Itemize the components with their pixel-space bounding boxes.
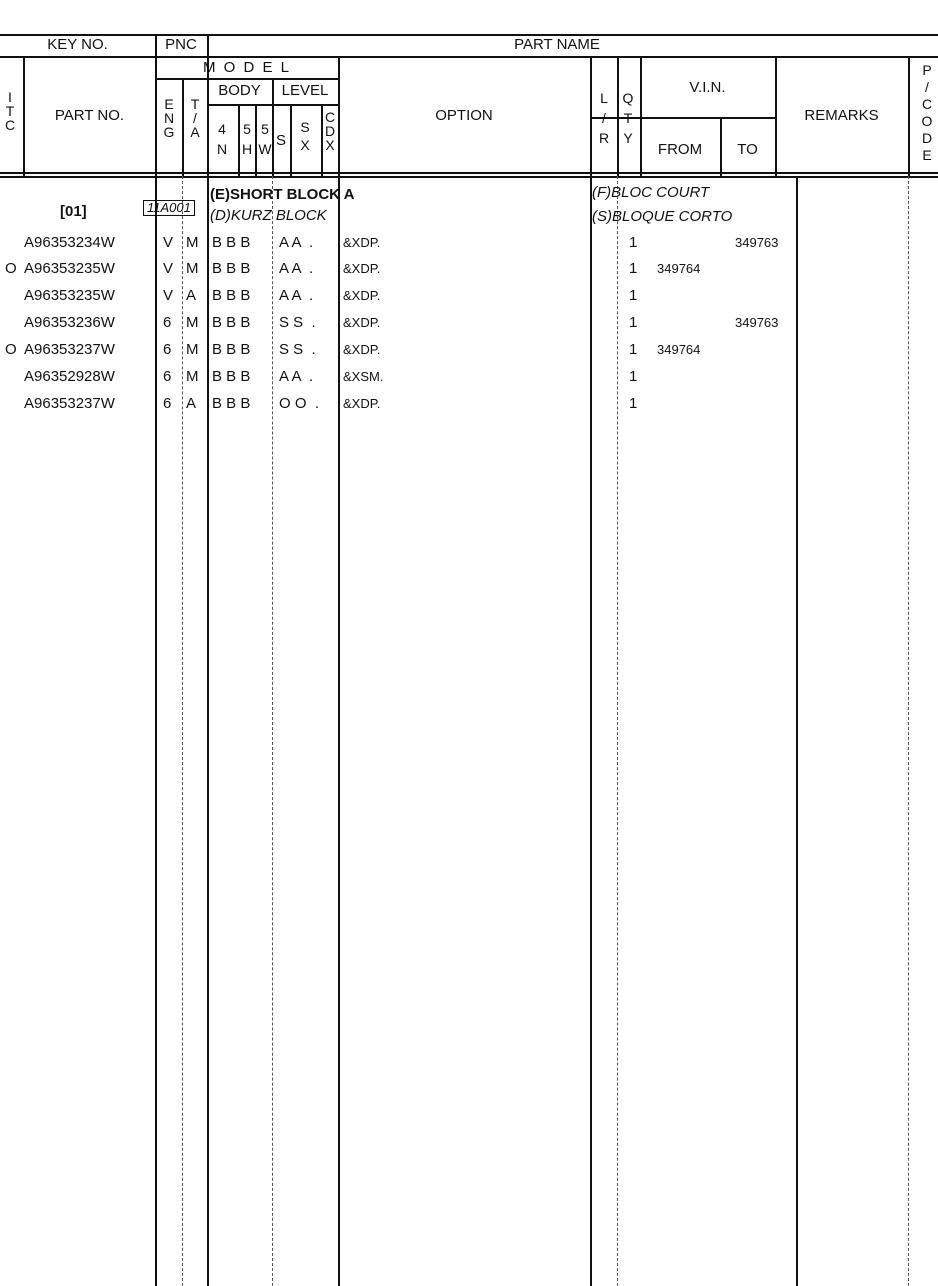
vin-to: 349763: [735, 315, 779, 330]
body-5h-header: 5 H: [241, 121, 253, 157]
option-code: &XSM.: [343, 369, 384, 384]
lr-header: L / R: [598, 90, 610, 146]
part-no: A96352928W: [24, 368, 115, 385]
body-codes: B B B: [212, 287, 251, 304]
ta-code: M: [186, 368, 199, 385]
table-row: [0, 368, 938, 390]
option-code: &XDP.: [343, 261, 381, 276]
ta-code: A: [186, 287, 197, 304]
ta-code: M: [186, 260, 199, 277]
qty-value: 1: [629, 234, 638, 251]
vin-from-header: FROM: [657, 141, 703, 158]
eng-header: E N G: [163, 96, 175, 140]
body-4n-header: 4 N: [216, 121, 228, 157]
ta-code: M: [186, 314, 199, 331]
body-5w-header: 5 W: [258, 121, 272, 157]
level-codes: S S .: [279, 341, 316, 358]
vin-to: 349763: [735, 235, 779, 250]
eng-code: 6: [163, 341, 172, 358]
vin-from: 349764: [657, 261, 701, 276]
pcode-header: P / C O D E: [921, 62, 933, 163]
body-codes: B B B: [212, 234, 251, 251]
group-name-e: (E)SHORT BLOCK A: [210, 186, 355, 203]
option-code: &XDP.: [343, 235, 381, 250]
group-name-d: (D)KURZ BLOCK: [210, 207, 327, 224]
table-row: [0, 314, 938, 336]
qty-value: 1: [629, 287, 638, 304]
level-codes: A A .: [279, 260, 314, 277]
level-sx-header: S X: [300, 119, 310, 153]
body-codes: B B B: [212, 314, 251, 331]
itc-marker: O: [5, 260, 17, 277]
vin-from: 349764: [657, 342, 701, 357]
option-header: OPTION: [435, 107, 493, 124]
vin-to-header: TO: [737, 141, 758, 158]
qty-value: 1: [629, 368, 638, 385]
eng-code: 6: [163, 395, 172, 412]
table-row: [0, 287, 938, 309]
part-no: A96353235W: [24, 260, 115, 277]
part-name-header: PART NAME: [514, 36, 600, 53]
itc-header: I T C: [4, 89, 16, 133]
option-code: &XDP.: [343, 315, 381, 330]
body-codes: B B B: [212, 260, 251, 277]
level-cdx-header: C D X: [324, 109, 336, 153]
eng-code: V: [163, 287, 174, 304]
part-no-header: PART NO.: [54, 107, 125, 124]
eng-code: 6: [163, 368, 172, 385]
qty-value: 1: [629, 341, 638, 358]
part-no: A96353237W: [24, 395, 115, 412]
eng-code: V: [163, 260, 174, 277]
qty-value: 1: [629, 314, 638, 331]
part-no: A96353235W: [24, 287, 115, 304]
qty-value: 1: [629, 395, 638, 412]
itc-marker: O: [5, 341, 17, 358]
group-name-s: (S)BLOQUE CORTO: [592, 208, 733, 225]
level-codes: O O .: [279, 395, 320, 412]
level-codes: A A .: [279, 234, 314, 251]
qty-value: 1: [629, 260, 638, 277]
group-pnc: 11A001: [143, 200, 195, 216]
pnc-header: PNC: [165, 36, 197, 53]
body-codes: B B B: [212, 395, 251, 412]
eng-code: V: [163, 234, 174, 251]
part-no: A96353236W: [24, 314, 115, 331]
option-code: &XDP.: [343, 288, 381, 303]
ta-code: M: [186, 341, 199, 358]
level-codes: A A .: [279, 368, 314, 385]
vin-header: V.I.N.: [689, 79, 726, 96]
key-no-header: KEY NO.: [47, 36, 108, 53]
qty-header: Q T Y: [622, 90, 634, 146]
table-row: [0, 341, 938, 363]
option-code: &XDP.: [343, 396, 381, 411]
body-header: BODY: [218, 82, 261, 99]
level-header: LEVEL: [281, 82, 329, 99]
level-codes: A A .: [279, 287, 314, 304]
body-codes: B B B: [212, 368, 251, 385]
table-row: [0, 260, 938, 282]
level-codes: S S .: [279, 314, 316, 331]
group-name-f: (F)BLOC COURT: [592, 184, 710, 201]
part-no: A96353237W: [24, 341, 115, 358]
body-codes: B B B: [212, 341, 251, 358]
part-no: A96353234W: [24, 234, 115, 251]
ta-code: A: [186, 395, 197, 412]
model-header: M O D E L: [202, 59, 291, 76]
group-key: [01]: [60, 203, 87, 220]
eng-code: 6: [163, 314, 172, 331]
ta-code: M: [186, 234, 199, 251]
table-row: [0, 395, 938, 417]
remarks-header: REMARKS: [804, 107, 879, 124]
table-row: [0, 234, 938, 256]
level-s-header: S: [275, 132, 286, 149]
option-code: &XDP.: [343, 342, 381, 357]
ta-header: T / A: [190, 96, 200, 140]
